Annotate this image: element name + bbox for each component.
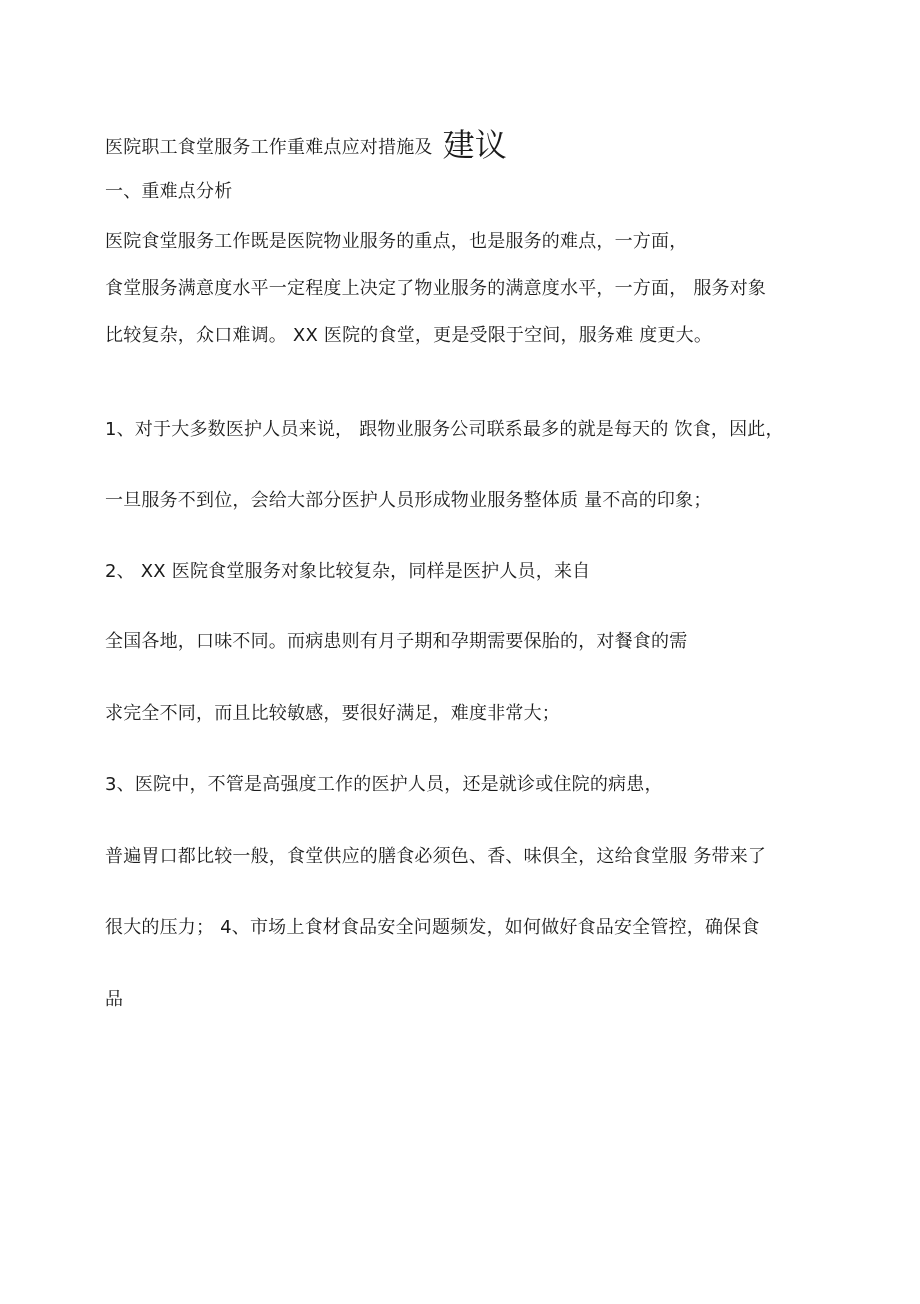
intro-line-3: 比较复杂，众口难调。 XX 医院的食堂，更是受限于空间，服务难 度更大。 xyxy=(105,325,713,346)
intro-line-1: 医院食堂服务工作既是医院物业服务的重点，也是服务的难点，一方面， xyxy=(105,231,688,252)
intro-line-2: 食堂服务满意度水平一定程度上决定了物业服务的满意度水平，一方面， 服务对象 xyxy=(105,278,767,299)
document-title xyxy=(105,126,508,164)
point-line-6: 3、医院中，不管是高强度工作的医护人员，还是就诊或住院的病患， xyxy=(105,774,663,795)
title-main-text: 医院职工食堂服务工作重难点应对措施及 xyxy=(105,137,433,158)
point-line-9: 品 xyxy=(105,989,124,1010)
point-line-7: 普遍胃口都比较一般，食堂供应的膳食必须色、香、味俱全，这给食堂服 务带来了 xyxy=(105,846,767,867)
point-line-3: 2、 XX 医院食堂服务对象比较复杂，同样是医护人员，来自 xyxy=(105,561,591,582)
point-line-1: 1、对于大多数医护人员来说， 跟物业服务公司联系最多的就是每天的 饮食，因此， xyxy=(105,419,784,440)
point-line-2: 一旦服务不到位，会给大部分医护人员形成物业服务整体质 量不高的印象； xyxy=(105,490,712,511)
point-line-5: 求完全不同，而且比较敏感，要很好满足，难度非常大； xyxy=(105,703,560,724)
point-line-4: 全国各地，口味不同。而病患则有月子期和孕期需要保胎的，对餐食的需 xyxy=(105,631,688,652)
title-tail-text: 建议 xyxy=(442,126,508,164)
point-line-8: 很大的压力； 4、市场上食材食品安全问题频发，如何做好食品安全管控，确保食 xyxy=(105,917,760,938)
section-heading: 一、重难点分析 xyxy=(105,181,233,202)
